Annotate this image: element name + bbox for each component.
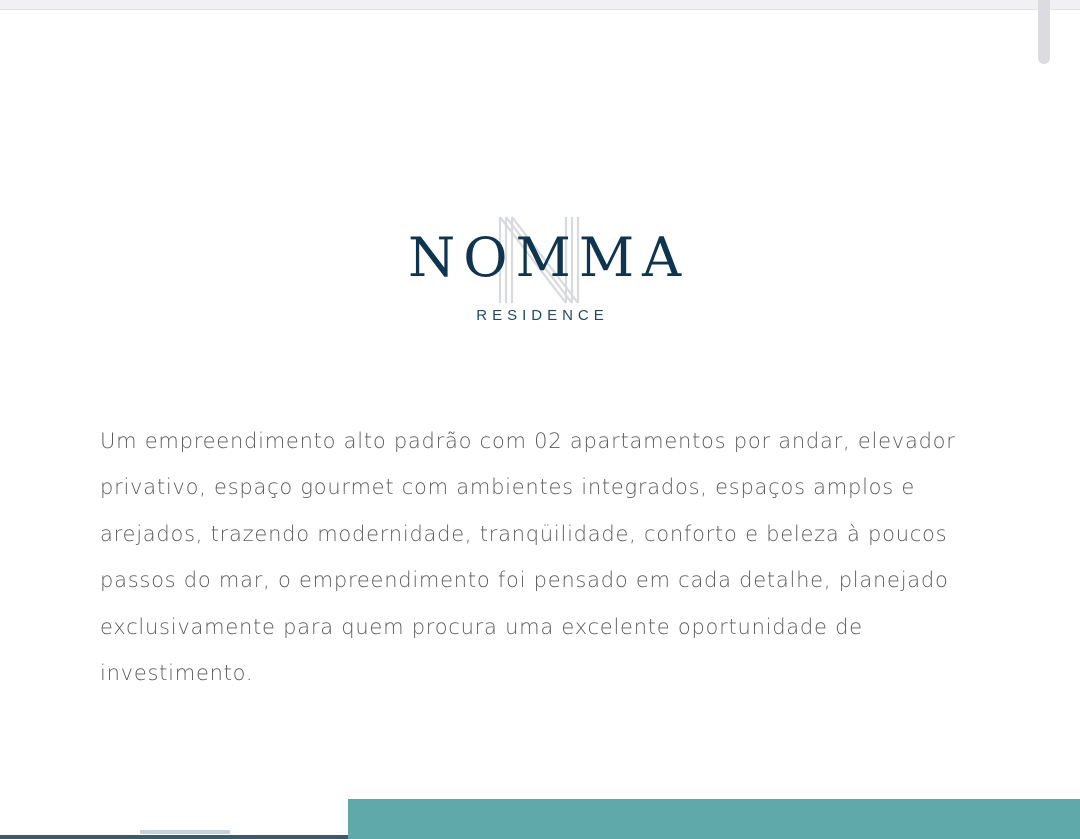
nomma-residence-logo bbox=[400, 205, 690, 335]
logo-subtitle: RESIDENCE bbox=[476, 307, 609, 324]
bottom-cutoff-element bbox=[140, 830, 230, 834]
teal-footer-band bbox=[348, 799, 1080, 839]
browser-top-edge bbox=[0, 0, 1080, 10]
logo-wordmark: NOMMA bbox=[408, 226, 690, 289]
description-paragraph: Um empreendimento alto padrão com 02 apartamentos por andar, elevador privativo, espaço gourmet com ambientes integrados, espaços amplos e arejados, trazendo modernidade, tranqüilidade, conforto e beleza à poucos passos do mar, o empreendimento foi pensado em cada detalhe, planejado exclusivamente para quem procura uma excelente oportunidade de investimento. bbox=[100, 429, 956, 686]
bottom-dark-band bbox=[0, 835, 348, 839]
scrollbar-thumb[interactable] bbox=[1038, 0, 1050, 64]
